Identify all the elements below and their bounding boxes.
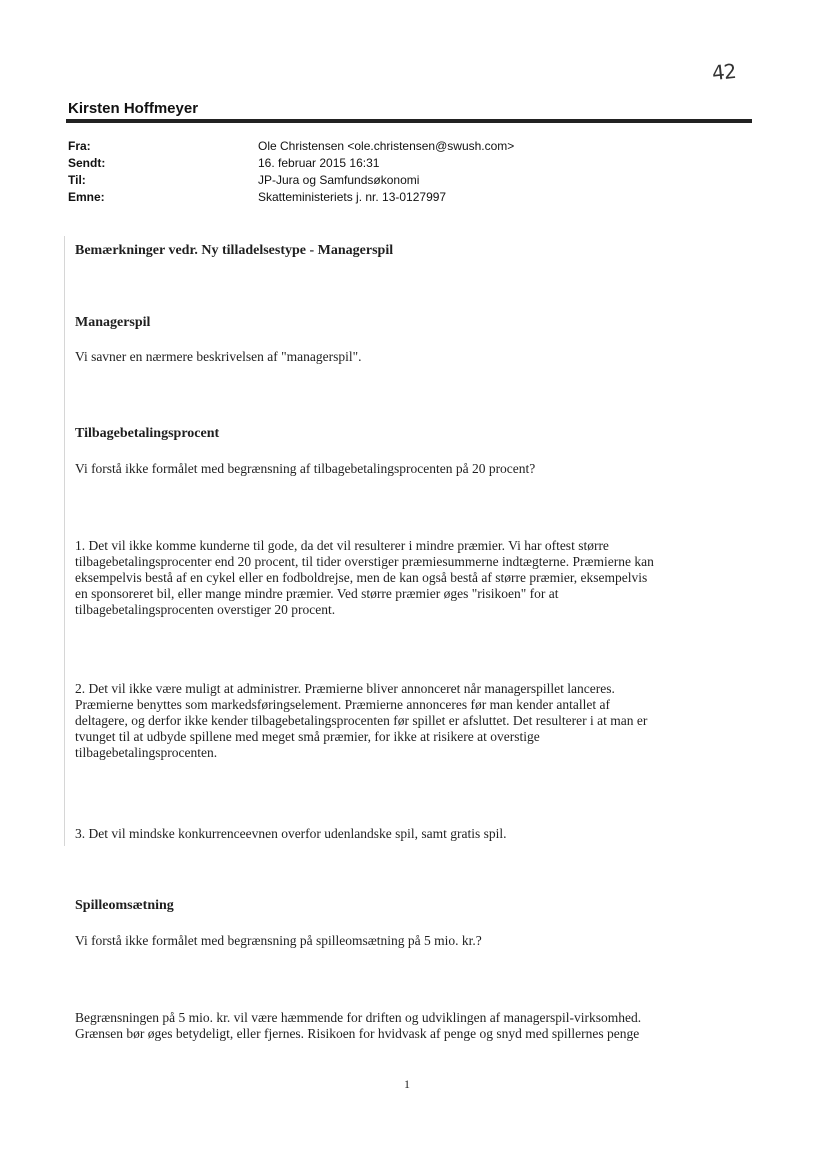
section-heading-spilleomsaetning: Spilleomsætning (75, 898, 174, 913)
text-line: Grænsen bør øges betydeligt, eller fjernes. Risikoen for hvidvask af penge og snyd med spillernes penge (75, 1026, 640, 1041)
meta-row-subject (68, 189, 514, 206)
text-line: deltagere, og derfor ikke kender tilbagebetalingsprocenten før spillet er afsluttet. Det resulterer i at man er (75, 713, 648, 728)
meta-value: Ole Christensen <ole.christensen@swush.com> (258, 139, 515, 153)
sender-name: Kirsten Hoffmeyer (68, 100, 199, 117)
meta-row-sent (68, 155, 514, 172)
point-1-paragraph (75, 538, 755, 618)
meta-label: Fra: (68, 139, 91, 153)
text-line: tilbagebetalingsprocenten overstiger 20 procent. (75, 602, 336, 617)
section-heading-managerspil: Managerspil (75, 315, 151, 330)
text-line: eksempelvis bestå af en cykel eller en fodboldrejse, men de kan også bestå af større præmier, eksempelvis (75, 570, 648, 585)
closing-paragraph (75, 1010, 755, 1042)
document-title: Bemærkninger vedr. Ny tilladelsestype - Managerspil (75, 243, 394, 258)
section-text-managerspil: Vi savner en nærmere beskrivelsen af "managerspil". (75, 349, 362, 364)
section-text-tilbagebetaling: Vi forstå ikke formålet med begrænsning af tilbagebetalingsprocenten på 20 procent? (75, 461, 536, 476)
handwritten-page-mark: 42 (710, 58, 737, 86)
section-text-spilleomsaetning: Vi forstå ikke formålet med begrænsning på spilleomsætning på 5 mio. kr.? (75, 933, 482, 948)
email-metadata (68, 138, 514, 206)
text-line: 1. Det vil ikke komme kunderne til gode, da det vil resulterer i mindre præmier. Vi har oftest større (75, 538, 609, 553)
meta-value: JP-Jura og Samfundsøkonomi (258, 173, 420, 187)
text-line: tilbagebetalingsprocenter end 20 procent, til tider overstiger præmiesummerne indtægterne. Præmierne kan (75, 554, 654, 569)
page-number: 1 (404, 1077, 410, 1091)
text-line: 2. Det vil ikke være muligt at administrer. Præmierne bliver annonceret når managerspillet lanceres. (75, 681, 615, 696)
meta-label: Til: (68, 173, 86, 187)
text-line: Præmierne benyttes som markedsføringselement. Præmierne annonceres før man kender antallet af (75, 697, 610, 712)
quote-margin-line (64, 236, 65, 846)
section-heading-tilbagebetaling: Tilbagebetalingsprocent (75, 426, 220, 441)
text-line: en sponsoreret bil, eller mange mindre præmier. Ved større præmier øges "risikoen" for at (75, 586, 559, 601)
meta-value: 16. februar 2015 16:31 (258, 156, 380, 170)
meta-value: Skatteministeriets j. nr. 13-0127997 (258, 190, 447, 204)
text-line: tvunget til at udbyde spillene med meget små præmier, for ikke at risikere at overstige (75, 729, 540, 744)
text-line: tilbagebetalingsprocenten. (75, 745, 218, 760)
meta-label: Sendt: (68, 156, 106, 170)
meta-label: Emne: (68, 190, 105, 204)
header-divider (66, 119, 752, 123)
meta-row-from (68, 138, 514, 155)
meta-row-to (68, 172, 514, 189)
point-2-paragraph (75, 681, 755, 761)
point-3-paragraph: 3. Det vil mindske konkurrenceevnen overfor udenlandske spil, samt gratis spil. (75, 826, 507, 841)
text-line: Begrænsningen på 5 mio. kr. vil være hæmmende for driften og udviklingen af managerspil-virksomhed. (75, 1010, 642, 1025)
